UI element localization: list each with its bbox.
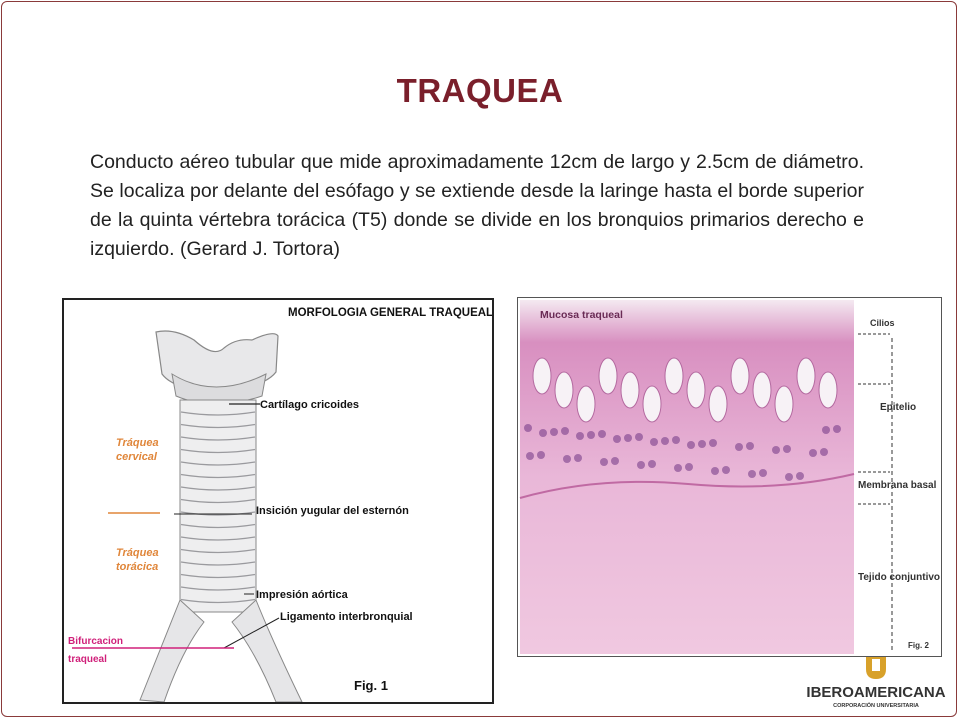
cell-nucleus [587,431,595,439]
goblet-cell [555,372,573,408]
label-cricoides: Cartílago cricoides [260,399,360,411]
cell-nucleus [833,425,841,433]
label-toracica-line1: Tráquea [116,547,159,559]
goblet-cell [731,358,749,394]
goblet-cell [621,372,639,408]
fig1-header: MORFOLOGIA GENERAL TRAQUEAL [288,307,492,319]
cell-nucleus [772,446,780,454]
iberoamericana-logo [806,655,946,715]
cell-nucleus [698,440,706,448]
cell-nucleus [524,424,532,432]
cell-nucleus [746,442,754,450]
cell-nucleus [526,452,534,460]
goblet-cell [775,386,793,422]
cell-nucleus [796,472,804,480]
cell-nucleus [822,426,830,434]
cell-nucleus [648,460,656,468]
cell-nucleus [759,469,767,477]
cell-nucleus [672,436,680,444]
cell-nucleus [687,441,695,449]
goblet-cell [665,358,683,394]
cell-nucleus [598,430,606,438]
trachea-illustration [64,300,492,702]
goblet-cell [599,358,617,394]
cell-nucleus [809,449,817,457]
label-cilios: Cilios [870,318,895,328]
figure-tracheal-mucosa [517,297,942,657]
cell-nucleus [624,434,632,442]
goblet-cell [819,372,837,408]
right-bronchus [140,600,204,702]
cell-nucleus [709,439,717,447]
cell-nucleus [674,464,682,472]
slide-title: TRAQUEA [396,72,564,109]
tissue-background [520,300,854,654]
cell-nucleus [561,427,569,435]
cell-nucleus [576,432,584,440]
logo-mark [806,655,946,715]
goblet-cell [643,386,661,422]
cell-nucleus [550,428,558,436]
label-cervical-line1: Tráquea [116,437,159,449]
goblet-cell [577,386,595,422]
cell-nucleus [600,458,608,466]
cell-nucleus [735,443,743,451]
fig2-caption: Fig. 2 [908,641,929,650]
label-bifurcacion-line1: Bifurcacion [68,636,124,647]
label-cervical-line2: cervical [116,451,157,463]
cell-nucleus [685,463,693,471]
cell-nucleus [711,467,719,475]
fig2-header: Mucosa traqueal [540,309,623,321]
label-aortica: Impresión aórtica [256,589,348,601]
cell-nucleus [574,454,582,462]
mucosa-micrograph [518,298,941,656]
cell-nucleus [539,429,547,437]
cell-nucleus [748,470,756,478]
goblet-cell [753,372,771,408]
figure-trachea-morphology [62,298,494,704]
logo-subtitle: CORPORACIÓN UNIVERSITARIA [833,703,919,709]
cell-nucleus [783,445,791,453]
cell-nucleus [637,461,645,469]
cell-nucleus [537,451,545,459]
cell-nucleus [563,455,571,463]
label-ligamento: Ligamento interbronquial [280,611,413,623]
cell-nucleus [635,433,643,441]
label-tejido: Tejido conjuntivo [858,572,941,583]
goblet-cell [687,372,705,408]
cell-nucleus [785,473,793,481]
slide-body-text: Conducto aéreo tubular que mide aproximadamente 12cm de largo y 2.5cm de diámetro. Se localiza por delante del esófago y se extiende desde la laringe hasta el borde superior de la quinta vértebra torácica (T5) donde se divide en los bronquios primarios derecho e izquierdo. (Gerard J. Tortora) [90,151,864,260]
label-membrana: Membrana basal [858,480,937,491]
cell-nucleus [661,437,669,445]
label-toracica-line2: torácica [116,561,159,573]
label-incision: Insición yugular del esternón [256,505,409,517]
cell-nucleus [722,466,730,474]
cell-nucleus [650,438,658,446]
trachea-tube [180,400,256,612]
fig1-caption: Fig. 1 [354,678,388,693]
logo-name: IBEROAMERICANA [806,684,946,701]
goblet-cell [709,386,727,422]
cell-nucleus [820,448,828,456]
label-bifurcacion-line2: traqueal [68,654,107,665]
goblet-cell [533,358,551,394]
label-epitelio: Epitelio [880,402,917,413]
fig2-label-panel [856,300,940,654]
cell-nucleus [613,435,621,443]
cell-nucleus [611,457,619,465]
goblet-cell [797,358,815,394]
